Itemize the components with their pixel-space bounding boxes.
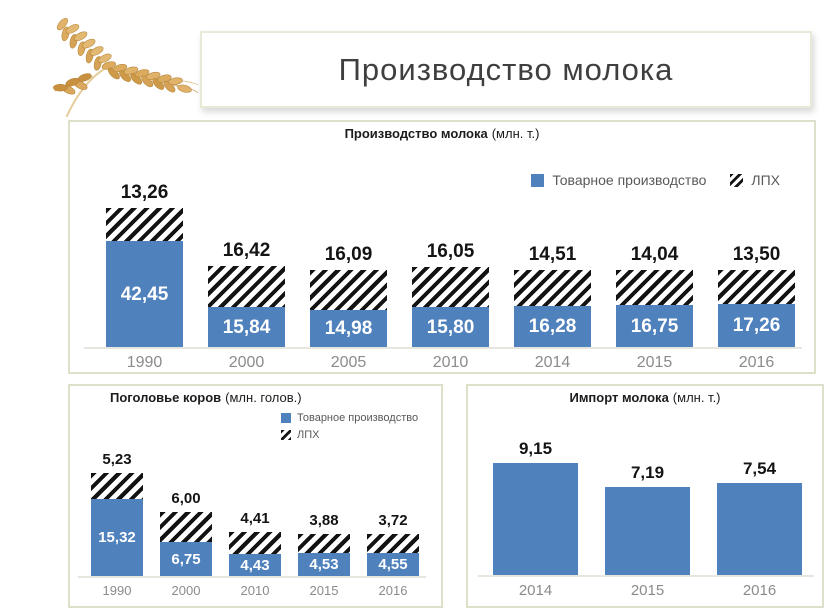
bar-top-label: 9,15 <box>518 439 553 458</box>
milk-import-plot <box>468 386 822 606</box>
cow-population-plot <box>70 386 441 606</box>
bar-cow_population-2000 <box>160 542 212 576</box>
axis-label-2016: 2016 <box>738 354 775 371</box>
bar-value-label: 14,98 <box>324 318 373 339</box>
bar-milk_import-2015 <box>605 487 690 575</box>
bar-value-label: 15,80 <box>426 316 475 338</box>
bar-top-label: 3,88 <box>309 512 339 529</box>
bar-hatch-milk_production-2010 <box>412 267 489 307</box>
bar-hatch-cow_population-2010 <box>229 532 281 554</box>
chart-title-unit: (млн. т.) <box>491 126 540 141</box>
bar-hatch-cow_population-2015 <box>298 534 350 553</box>
milk-production-chart-panel <box>68 120 816 374</box>
bar-milk_import-2016 <box>717 483 802 575</box>
bar-top-label: 14,51 <box>528 244 577 265</box>
bar-hatch-cow_population-1990 <box>91 473 143 499</box>
chart-title-text: Импорт молока <box>569 390 669 405</box>
bar-top-label: 6,00 <box>171 490 201 507</box>
bar-hatch-milk_production-1990 <box>106 208 183 241</box>
bar-top-label: 16,42 <box>222 240 271 261</box>
slide-title: Производство молока <box>338 51 674 87</box>
bar-value-label: 16,28 <box>528 316 577 337</box>
chart-title-text: Поголовье коров <box>110 390 222 405</box>
bar-hatch-milk_production-2016 <box>718 270 795 304</box>
bar-top-label: 13,26 <box>120 182 169 203</box>
axis-label-2000: 2000 <box>228 354 265 371</box>
bar-hatch-milk_production-2014 <box>514 270 591 306</box>
bar-value-label: 16,75 <box>630 315 679 337</box>
bar-milk_production-2016 <box>718 304 795 347</box>
axis-label-2015: 2015 <box>636 354 673 371</box>
axis-label-1990: 1990 <box>126 354 163 371</box>
bar-milk_production-2015 <box>616 305 693 347</box>
axis-label-2010: 2010 <box>432 354 469 371</box>
bar-value-label: 4,55 <box>378 556 408 573</box>
axis-label-2000: 2000 <box>171 583 201 598</box>
milk-import-chart-panel <box>466 384 824 608</box>
bar-value-label: 15,84 <box>222 316 271 338</box>
legend-label-lph: ЛПХ <box>297 429 320 441</box>
x-axis-line <box>84 347 802 349</box>
cow-population-chart-panel <box>68 384 443 608</box>
wheat-icon <box>46 16 198 122</box>
axis-label-1990: 1990 <box>102 583 132 598</box>
bar-value-label: 4,53 <box>309 556 339 573</box>
bar-milk_production-2000 <box>208 307 285 347</box>
bar-milk_production-2010 <box>412 307 489 347</box>
bar-top-label: 13,50 <box>732 244 781 265</box>
bar-value-label: 17,26 <box>732 315 781 336</box>
bar-value-label: 42,45 <box>120 283 169 305</box>
bar-milk_import-2014 <box>493 463 578 575</box>
bar-value-label: 6,75 <box>171 550 201 568</box>
bar-value-label: 4,43 <box>240 556 270 574</box>
bar-top-label: 3,72 <box>378 512 408 529</box>
bar-top-label: 16,05 <box>426 241 475 262</box>
axis-label-2010: 2010 <box>240 583 270 598</box>
chart-title-text: Производство молока <box>344 126 488 141</box>
bar-hatch-milk_production-2015 <box>616 270 693 305</box>
bar-milk_production-1990 <box>106 241 183 347</box>
legend-label-commercial: Товарное производство <box>552 172 707 188</box>
bar-cow_population-2016 <box>367 553 419 576</box>
axis-label-2015: 2015 <box>630 582 665 599</box>
bar-milk_production-2014 <box>514 306 591 347</box>
bar-top-label: 16,09 <box>324 244 373 265</box>
bar-top-label: 4,41 <box>240 510 270 527</box>
legend-label-commercial: Товарное производство <box>297 412 419 424</box>
bar-top-label: 7,54 <box>742 459 777 478</box>
bar-hatch-cow_population-2016 <box>367 534 419 553</box>
axis-label-2014: 2014 <box>518 582 553 599</box>
axis-label-2014: 2014 <box>534 354 571 371</box>
bar-top-label: 14,04 <box>630 244 679 265</box>
bar-cow_population-2015 <box>298 553 350 576</box>
axis-label-2015: 2015 <box>309 583 339 598</box>
bar-hatch-milk_production-2005 <box>310 270 387 310</box>
milk-production-plot <box>70 122 814 372</box>
chart-title-unit: (млн. т.) <box>672 390 721 405</box>
axis-label-2005: 2005 <box>330 354 367 371</box>
chart-title-unit: (млн. голов.) <box>225 390 302 405</box>
axis-label-2016: 2016 <box>378 583 408 598</box>
bar-hatch-cow_population-2000 <box>160 512 212 542</box>
bar-value-label: 15,32 <box>98 529 136 546</box>
bar-hatch-milk_production-2000 <box>208 266 285 307</box>
bar-milk_production-2005 <box>310 310 387 347</box>
x-axis-line <box>478 575 814 577</box>
legend-label-lph: ЛПХ <box>751 172 780 188</box>
axis-label-2016: 2016 <box>742 582 777 599</box>
bar-top-label: 7,19 <box>630 463 665 482</box>
slide-title-box <box>200 31 812 108</box>
bar-cow_population-1990 <box>91 499 143 576</box>
x-axis-line <box>78 576 426 578</box>
bar-cow_population-2010 <box>229 554 281 576</box>
bar-top-label: 5,23 <box>102 451 132 468</box>
